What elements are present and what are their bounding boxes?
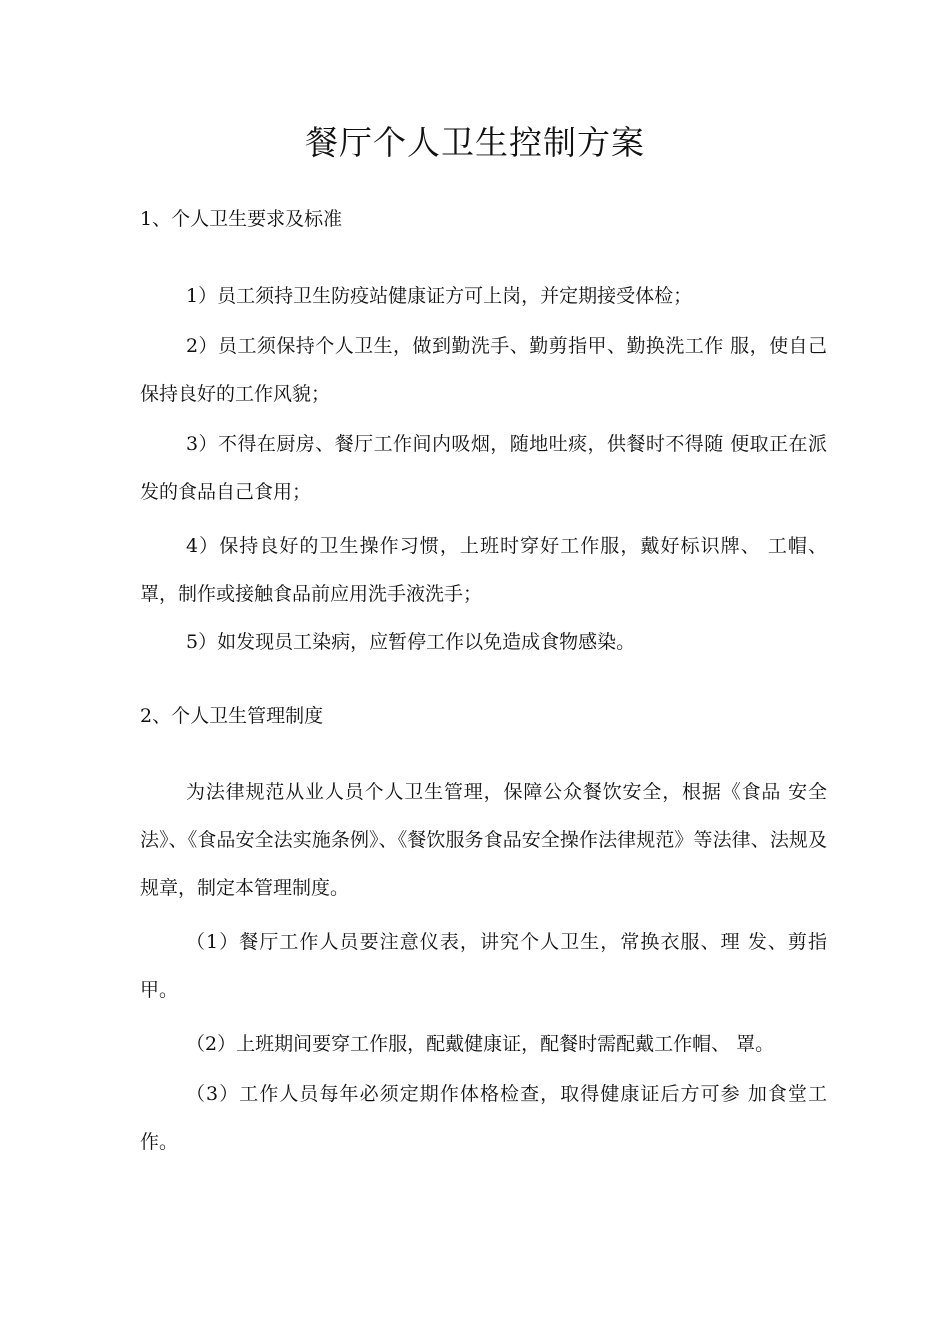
document-title: 餐厅个人卫生控制方案: [305, 123, 645, 162]
section-1-item-3: 3）不得在厨房、餐厅工作间内吸烟，随地吐痰，供餐时不得随 便取正在派发的食品自己食用；: [140, 433, 827, 503]
section-2-item-1: （1）餐厅工作人员要注意仪表，讲究个人卫生，常换衣服、理 发、剪指甲。: [140, 931, 827, 1001]
section-1-item-2: 2）员工须保持个人卫生，做到勤洗手、勤剪指甲、勤换洗工作 服，使自己保持良好的工作风貌；: [140, 335, 827, 405]
section-2-item-2: （2）上班期间要穿工作服，配戴健康证，配餐时需配戴工作帽、 罩。: [186, 1033, 775, 1055]
section-2-intro: 为法律规范从业人员个人卫生管理，保障公众餐饮安全，根据《食品 安全法》、《食品安全法实施条例》、《餐饮服务食品安全操作法律规范》等法律、法规及规章，制定本管理制度。: [140, 781, 827, 899]
section-1-item-1: 1）员工须持卫生防疫站健康证方可上岗，并定期接受体检；: [186, 285, 693, 307]
section-2-item-3: （3）工作人员每年必须定期作体格检查，取得健康证后方可参 加食堂工作。: [140, 1083, 827, 1153]
section-1-item-4: 4）保持良好的卫生操作习惯，上班时穿好工作服，戴好标识牌、 工帽、罩，制作或接触食品前应用洗手液洗手；: [140, 535, 827, 605]
section-1-item-5: 5）如发现员工染病，应暂停工作以免造成食物感染。: [186, 631, 636, 653]
section-1-heading: 1、个人卫生要求及标准: [140, 208, 343, 230]
section-2-heading: 2、个人卫生管理制度: [140, 705, 324, 727]
